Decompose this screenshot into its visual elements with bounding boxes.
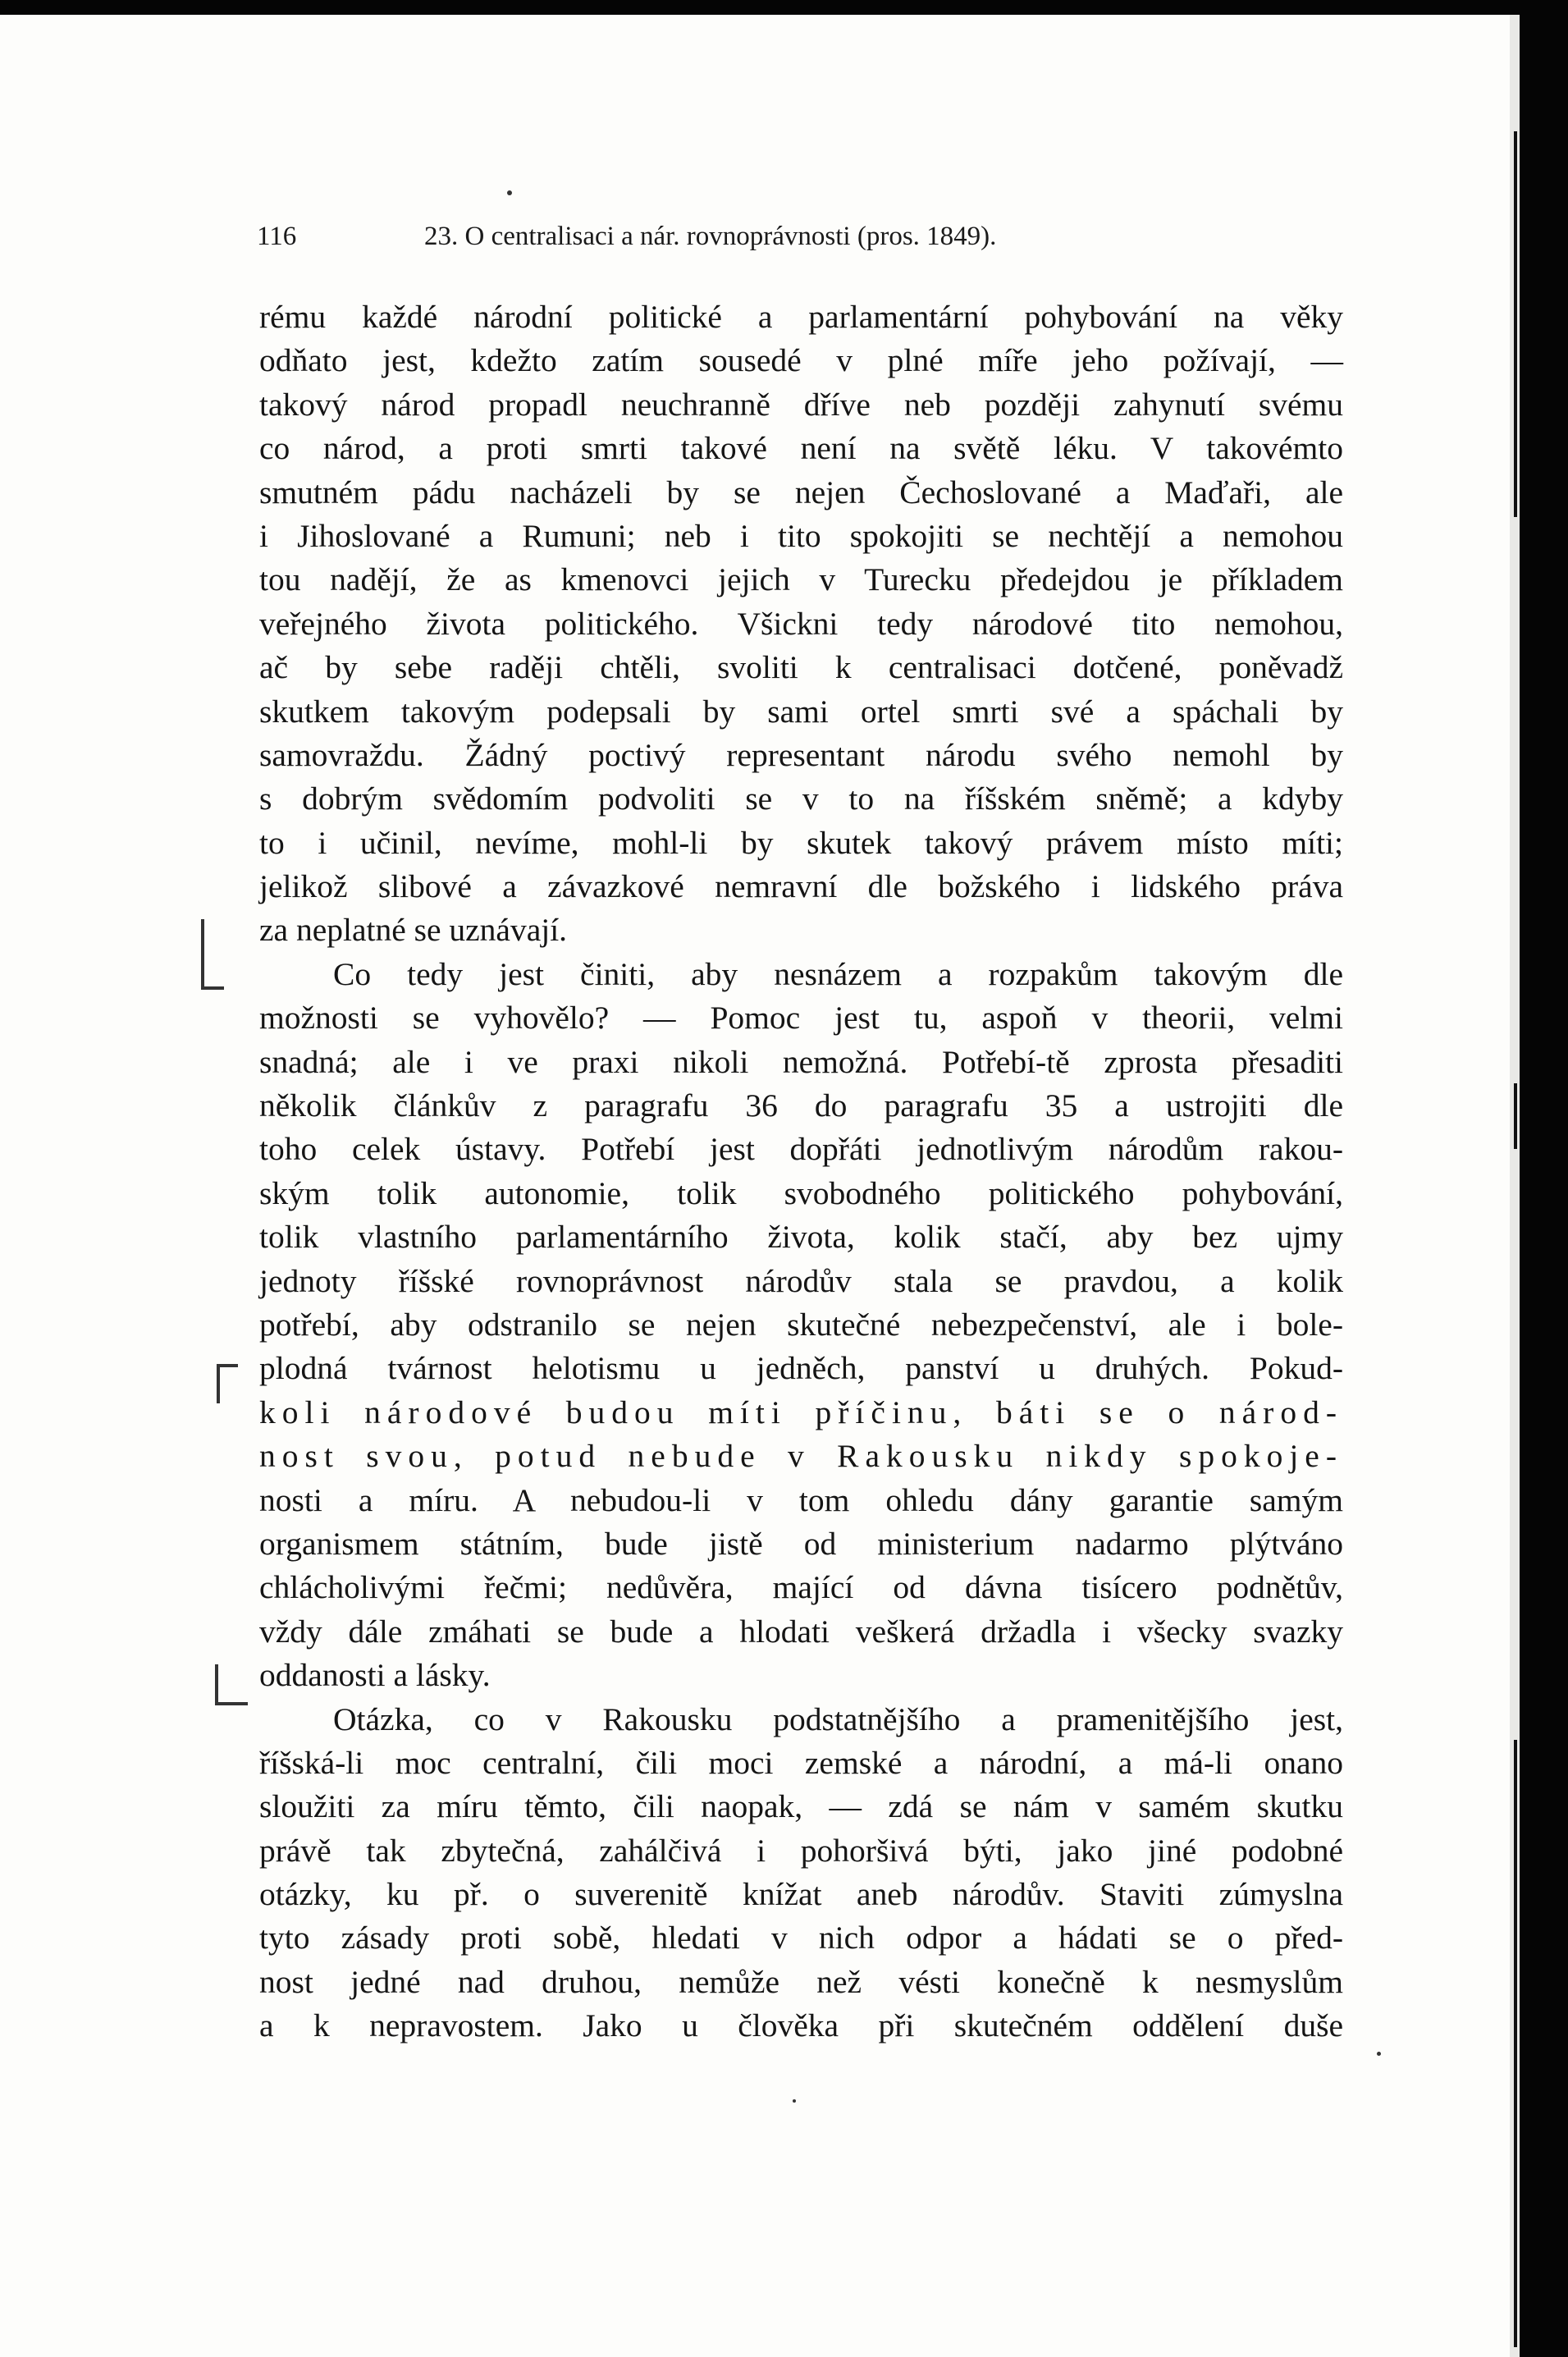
text-line: a k nepravostem. Jako u člověka při skutečném oddělení duše (259, 2007, 1343, 2044)
text-line: plodná tvárnost helotismu u jedněch, panství u druhých. Pokud- (259, 1350, 1343, 1387)
body-text (259, 295, 1343, 2048)
running-head: 23. O centralisaci a nár. rovnoprávnosti (pros. 1849). (424, 222, 997, 251)
page-number: 116 (257, 222, 297, 251)
text-line: jelikož slibové a závazkové nemravní dle božského i lidského práva (259, 868, 1343, 905)
text-line: i Jihoslované a Rumuni; neb i tito spokojiti se nechtějí a nemohou (259, 517, 1343, 554)
text-line: skutkem takovým podepsali by sami ortel smrti své a spáchali by (259, 693, 1343, 730)
text-line: vždy dále zmáhati se bude a hlodati veškerá držadla i všecky svazky (259, 1613, 1343, 1650)
text-line: ač by sebe raději chtěli, svoliti k centralisaci dotčené, poněvadž (259, 649, 1343, 686)
text-line: možnosti se vyhovělo? — Pomoc jest tu, aspoň v theorii, velmi (259, 1000, 1343, 1037)
text-line: říšská-li moc centralní, čili moci zemské a národní, a má-li onano (259, 1744, 1343, 1781)
text-line: koli národové budou míti příčinu, báti se o národ- (259, 1394, 1343, 1430)
text-line: otázky, ku př. o suverenitě knížat aneb národův. Staviti zúmyslna (259, 1876, 1343, 1913)
text-line: chlácholivými řečmi; nedůvěra, mající od dávna tisícero podnětův, (259, 1569, 1343, 1606)
text-line: toho celek ústavy. Potřebí jest dopřáti jednotlivým národům rakou- (259, 1131, 1343, 1168)
edge-rule (1514, 131, 1517, 517)
text-line: nost svou, potud nebude v Rakousku nikdy spokoje- (259, 1438, 1343, 1475)
text-line: tyto zásady proti sobě, hledati v nich odpor a hádati se o před- (259, 1920, 1343, 1957)
speck (793, 2099, 796, 2103)
text-line: potřebí, aby odstranilo se nejen skutečné nebezpečenství, ale i bole- (259, 1306, 1343, 1343)
text-line: sloužiti za míru těmto, čili naopak, — zdá se nám v samém skutku (259, 1788, 1343, 1825)
text-line: za neplatné se uznávají. (259, 912, 568, 949)
margin-mark-open (201, 919, 224, 990)
text-line: veřejného života politického. Všickni tedy národové tito nemohou, (259, 605, 1343, 642)
text-line: oddanosti a lásky. (259, 1657, 491, 1694)
edge-rule (1514, 1740, 1517, 2347)
text-line: ským tolik autonomie, tolik svobodného politického pohybování, (259, 1174, 1343, 1211)
text-line: nosti a míru. A nebudou-li v tom ohledu dány garantie samým (259, 1481, 1343, 1518)
text-line: nost jedné nad druhou, nemůže než vésti konečně k nesmyslům (259, 1963, 1343, 2000)
speck (1377, 2052, 1381, 2056)
text-line: rému každé národní politické a parlamentární pohybování na věky (259, 299, 1343, 335)
text-line: snadná; ale i ve praxi nikoli nemožná. Potřebí-tě zprosta přesaditi (259, 1043, 1343, 1080)
text-line: takový národ propadl neuchranně dříve neb později zahynutí svému (259, 386, 1343, 423)
margin-mark-end (215, 1664, 248, 1705)
text-line: tolik vlastního parlamentárního života, kolik stačí, aby bez ujmy (259, 1219, 1343, 1256)
text-line: právě tak zbytečná, zahálčivá i pohoršivá býti, jako jiné podobné (259, 1832, 1343, 1869)
margin-mark-start (217, 1364, 238, 1403)
text-line: několik článkův z paragrafu 36 do paragrafu 35 a ustrojiti dle (259, 1087, 1343, 1124)
text-line: tou nadějí, že as kmenovci jejich v Turecku předejdou je příkladem (259, 561, 1343, 598)
edge-rule (1514, 1083, 1517, 1149)
text-line: s dobrým svědomím podvoliti se v to na říšském sněmě; a kdyby (259, 780, 1343, 817)
text-line: Co tedy jest činiti, aby nesnázem a rozpakům takovým dle (333, 955, 1343, 992)
text-line: jednoty říšské rovnoprávnost národův stala se pravdou, a kolik (259, 1262, 1343, 1299)
speck (507, 190, 512, 195)
text-line: Otázka, co v Rakousku podstatnějšího a pramenitějšího jest, (333, 1700, 1343, 1737)
text-line: samovraždu. Žádný poctivý representant národu svého nemohl by (259, 736, 1343, 773)
text-line: smutném pádu nacházeli by se nejen Čechoslované a Maďaři, ale (259, 474, 1343, 510)
text-line: co národ, a proti smrti takové není na světě léku. V takovémto (259, 430, 1343, 467)
text-line: organismem státním, bude jistě od ministerium nadarmo plýtváno (259, 1525, 1343, 1562)
text-line: odňato jest, kdežto zatím sousedé v plné míře jeho požívají, — (259, 342, 1343, 379)
text-line: to i učinil, nevíme, mohl-li by skutek takový právem místo míti; (259, 824, 1343, 861)
